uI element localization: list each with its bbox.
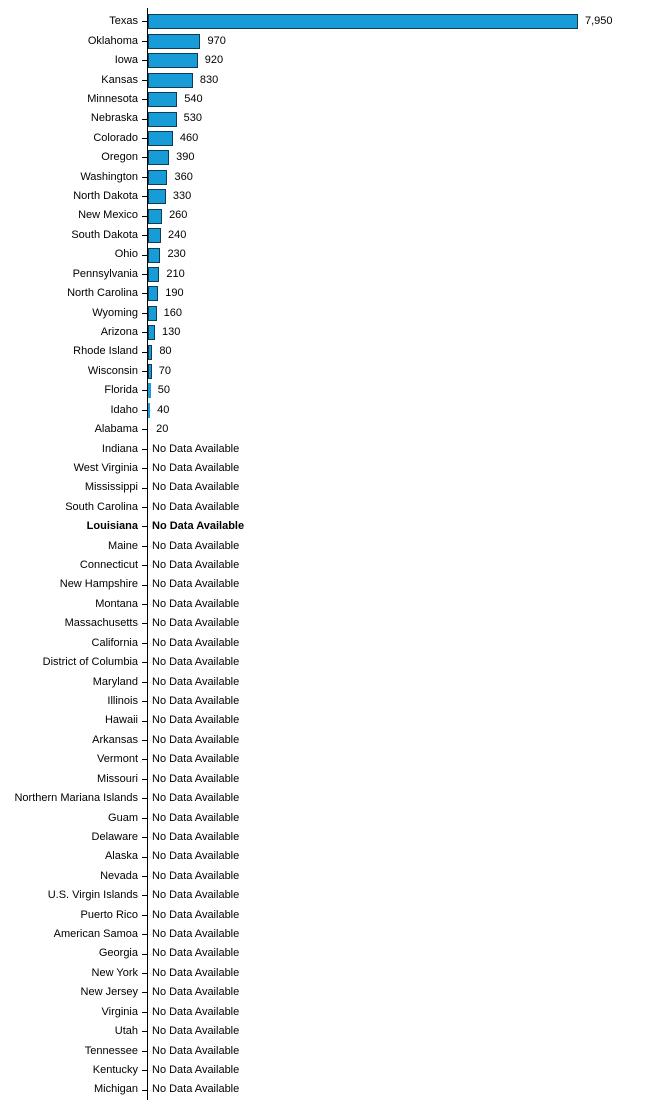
axis-tick — [142, 99, 147, 100]
value-label: 830 — [199, 73, 219, 86]
value-label: 210 — [166, 267, 185, 280]
category-label: Delaware — [91, 830, 138, 843]
category-label: South Carolina — [65, 500, 138, 513]
bar — [148, 209, 162, 224]
chart-row — [0, 109, 650, 128]
chart-row — [0, 187, 650, 206]
value-label: No Data Available — [152, 539, 240, 552]
category-label: Washington — [80, 170, 138, 183]
chart-row — [0, 342, 650, 361]
category-label: Kansas — [101, 73, 138, 86]
category-label: North Carolina — [67, 287, 138, 300]
axis-tick — [142, 449, 147, 450]
axis-tick — [142, 798, 147, 799]
value-label: No Data Available — [152, 559, 240, 572]
value-label: No Data Available — [152, 928, 240, 941]
category-label: Connecticut — [79, 559, 138, 572]
category-label: California — [91, 636, 138, 649]
axis-tick — [142, 80, 147, 81]
chart-row — [0, 653, 650, 672]
axis-tick — [142, 1012, 147, 1013]
axis-tick — [142, 371, 147, 372]
axis-tick — [142, 740, 147, 741]
value-label: No Data Available — [152, 1025, 240, 1038]
chart-row — [0, 90, 650, 109]
value-label: 970 — [207, 34, 226, 47]
chart-row — [0, 944, 650, 963]
chart-row — [0, 265, 650, 284]
category-label: Wyoming — [92, 306, 138, 319]
category-label: New Jersey — [80, 986, 138, 999]
value-label: No Data Available — [152, 675, 240, 688]
axis-tick — [142, 60, 147, 61]
axis-tick — [142, 255, 147, 256]
value-label: 130 — [162, 326, 181, 338]
bar — [148, 325, 155, 340]
value-label: 230 — [167, 248, 186, 261]
axis-tick — [142, 332, 147, 333]
axis-tick — [142, 837, 147, 838]
bar — [148, 131, 173, 146]
axis-tick — [142, 954, 147, 955]
chart-row — [0, 362, 650, 381]
value-label: 70 — [158, 364, 172, 377]
chart-row — [0, 323, 650, 342]
bar — [148, 170, 167, 185]
category-label: Montana — [95, 597, 138, 610]
axis-tick — [142, 157, 147, 158]
category-label: Alabama — [94, 423, 138, 436]
category-label: Georgia — [98, 947, 138, 960]
category-label: New Mexico — [78, 209, 138, 222]
chart-row — [0, 12, 650, 31]
category-label: Wisconsin — [87, 364, 138, 377]
category-label: West Virginia — [73, 461, 138, 474]
chart-row — [0, 983, 650, 1002]
chart-row — [0, 1080, 650, 1099]
axis-tick — [142, 274, 147, 275]
axis-tick — [142, 352, 147, 353]
chart-row — [0, 556, 650, 575]
value-label: No Data Available — [152, 461, 240, 474]
value-label: No Data Available — [152, 500, 240, 513]
value-label: No Data Available — [152, 617, 240, 630]
bar — [148, 150, 169, 165]
chart-row — [0, 828, 650, 847]
chart-row — [0, 440, 650, 459]
value-label: 160 — [163, 306, 182, 319]
chart-row — [0, 634, 650, 653]
chart-row — [0, 401, 650, 420]
axis-tick — [142, 857, 147, 858]
axis-tick — [142, 21, 147, 22]
category-label: Tennessee — [84, 1044, 138, 1057]
value-label: No Data Available — [152, 636, 240, 649]
category-label: Illinois — [107, 694, 138, 707]
category-label: Colorado — [93, 131, 138, 144]
axis-tick — [142, 565, 147, 566]
axis-tick — [142, 526, 147, 527]
bar — [148, 92, 177, 107]
category-label: Guam — [108, 811, 138, 824]
value-label: No Data Available — [152, 714, 240, 727]
value-label: 20 — [156, 423, 169, 436]
chart-row — [0, 595, 650, 614]
category-label: Pennsylvania — [72, 267, 138, 280]
axis-tick — [142, 1090, 147, 1091]
category-label: Texas — [109, 15, 138, 28]
category-label: Vermont — [97, 753, 138, 766]
value-label: 530 — [183, 112, 203, 125]
value-label: No Data Available — [152, 889, 240, 902]
bar — [148, 189, 166, 204]
value-label: No Data Available — [152, 966, 240, 979]
chart-row — [0, 711, 650, 730]
chart-row — [0, 1003, 650, 1022]
bar — [148, 34, 200, 49]
chart-row — [0, 906, 650, 925]
category-label: South Dakota — [71, 228, 138, 241]
chart-row — [0, 770, 650, 789]
value-label: No Data Available — [152, 772, 240, 785]
axis-tick — [142, 507, 147, 508]
chart-row — [0, 226, 650, 245]
chart-row — [0, 731, 650, 750]
category-label: Northern Mariana Islands — [14, 792, 138, 805]
value-label: No Data Available — [152, 811, 240, 824]
chart-row — [0, 420, 650, 439]
value-label: 7,950 — [585, 15, 613, 28]
value-label: No Data Available — [152, 481, 240, 494]
category-label: Oklahoma — [87, 34, 138, 47]
category-label: Iowa — [114, 54, 138, 67]
axis-tick — [142, 623, 147, 624]
chart-row — [0, 1022, 650, 1041]
value-label: No Data Available — [152, 1005, 240, 1018]
value-label: No Data Available — [152, 520, 245, 533]
value-label: No Data Available — [152, 694, 240, 707]
bar — [148, 364, 152, 379]
axis-tick — [142, 235, 147, 236]
axis-tick — [142, 915, 147, 916]
chart-row — [0, 809, 650, 828]
axis-tick — [142, 216, 147, 217]
axis-tick — [142, 973, 147, 974]
axis-tick — [142, 759, 147, 760]
chart-row — [0, 32, 650, 51]
value-label: No Data Available — [152, 1083, 240, 1096]
chart-row — [0, 789, 650, 808]
value-label: No Data Available — [152, 753, 240, 766]
category-label: Kentucky — [92, 1063, 138, 1076]
axis-tick — [142, 41, 147, 42]
chart-row — [0, 964, 650, 983]
value-label: No Data Available — [152, 947, 240, 960]
bar — [148, 73, 193, 88]
category-label: Ohio — [114, 248, 138, 261]
bar — [148, 383, 151, 398]
axis-tick — [142, 876, 147, 877]
bar — [148, 248, 160, 263]
axis-tick — [142, 119, 147, 120]
bar — [148, 306, 157, 321]
category-label: Oregon — [101, 151, 138, 164]
axis-tick — [142, 779, 147, 780]
axis-tick — [142, 721, 147, 722]
value-label: No Data Available — [152, 908, 240, 921]
axis-tick — [142, 410, 147, 411]
category-label: American Samoa — [53, 928, 138, 941]
bar — [148, 53, 198, 68]
axis-tick — [142, 818, 147, 819]
category-label: Puerto Rico — [80, 908, 138, 921]
chart-row — [0, 750, 650, 769]
category-label: District of Columbia — [42, 656, 138, 669]
category-label: New Hampshire — [59, 578, 138, 591]
value-label: No Data Available — [152, 869, 240, 882]
chart-row — [0, 867, 650, 886]
axis-tick — [142, 1031, 147, 1032]
category-label: Arkansas — [92, 733, 138, 746]
value-label: No Data Available — [152, 1063, 240, 1076]
category-label: Hawaii — [104, 714, 138, 727]
axis-tick — [142, 177, 147, 178]
chart-row — [0, 1061, 650, 1080]
axis-tick — [142, 429, 147, 430]
category-label: U.S. Virgin Islands — [47, 889, 138, 902]
value-label: 240 — [167, 228, 187, 241]
chart-row — [0, 575, 650, 594]
chart-row — [0, 673, 650, 692]
chart-row — [0, 886, 650, 905]
value-label: 360 — [174, 170, 193, 183]
category-label: Virginia — [101, 1005, 138, 1018]
axis-tick — [142, 934, 147, 935]
value-label: 390 — [176, 151, 195, 164]
bar — [148, 112, 177, 127]
axis-tick — [142, 546, 147, 547]
value-label: 260 — [169, 209, 188, 222]
axis-tick — [142, 1051, 147, 1052]
value-label: No Data Available — [152, 850, 240, 863]
axis-tick — [142, 585, 147, 586]
axis-tick — [142, 895, 147, 896]
value-label: 80 — [159, 345, 172, 358]
chart-row — [0, 537, 650, 556]
chart-row — [0, 71, 650, 90]
value-label: No Data Available — [152, 578, 240, 591]
chart-row — [0, 1042, 650, 1061]
bar — [148, 267, 159, 282]
value-label: No Data Available — [152, 733, 240, 746]
category-label: North Dakota — [73, 190, 138, 203]
axis-tick — [142, 643, 147, 644]
axis-tick — [142, 682, 147, 683]
axis-tick — [142, 138, 147, 139]
category-label: Nebraska — [90, 112, 138, 125]
chart-row — [0, 517, 650, 536]
chart-row — [0, 51, 650, 70]
category-label: Arizona — [100, 326, 138, 338]
axis-tick — [142, 992, 147, 993]
category-label: Nevada — [100, 869, 138, 882]
chart-row — [0, 925, 650, 944]
category-label: Massachusetts — [64, 617, 138, 630]
axis-tick — [142, 293, 147, 294]
axis-tick — [142, 701, 147, 702]
chart-row — [0, 206, 650, 225]
axis-tick — [142, 468, 147, 469]
value-label: 190 — [165, 287, 184, 300]
value-label: 540 — [184, 92, 203, 105]
value-label: No Data Available — [152, 792, 240, 805]
category-label: Maryland — [92, 675, 138, 688]
value-label: 50 — [157, 384, 170, 397]
axis-tick — [142, 196, 147, 197]
chart-row — [0, 284, 650, 303]
category-label: Florida — [104, 384, 138, 397]
category-label: Louisiana — [86, 520, 138, 533]
chart-row — [0, 847, 650, 866]
chart-row — [0, 692, 650, 711]
chart-row — [0, 381, 650, 400]
axis-tick — [142, 1070, 147, 1071]
value-label: No Data Available — [152, 442, 240, 455]
value-label: 920 — [204, 54, 224, 67]
axis-tick — [142, 313, 147, 314]
chart-row — [0, 478, 650, 497]
axis-tick — [142, 390, 147, 391]
axis-tick — [142, 488, 147, 489]
value-label: No Data Available — [152, 656, 240, 669]
value-label: 460 — [179, 131, 199, 144]
axis-tick — [142, 604, 147, 605]
chart-row — [0, 129, 650, 148]
axis-tick — [142, 662, 147, 663]
category-label: Michigan — [93, 1083, 138, 1096]
category-label: Alaska — [104, 850, 138, 863]
chart-row — [0, 148, 650, 167]
category-label: Minnesota — [87, 92, 138, 105]
category-label: New York — [91, 966, 138, 979]
bar — [148, 286, 158, 301]
value-label: No Data Available — [152, 986, 240, 999]
category-label: Maine — [108, 539, 138, 552]
chart-row — [0, 614, 650, 633]
bar — [148, 403, 150, 418]
bar — [148, 228, 161, 243]
chart-row — [0, 168, 650, 187]
category-label: Idaho — [110, 403, 138, 416]
value-label: No Data Available — [152, 830, 240, 843]
category-label: Missouri — [97, 772, 138, 785]
category-label: Rhode Island — [73, 345, 138, 358]
chart-row — [0, 498, 650, 517]
chart-row — [0, 459, 650, 478]
chart-row — [0, 304, 650, 323]
value-label: 40 — [157, 403, 170, 416]
category-label: Indiana — [101, 442, 138, 455]
value-label: 330 — [172, 190, 192, 203]
category-label: Utah — [114, 1025, 138, 1038]
chart-row — [0, 245, 650, 264]
bar — [148, 345, 152, 360]
value-label: No Data Available — [152, 597, 240, 610]
bar — [148, 14, 578, 29]
value-label: No Data Available — [152, 1044, 240, 1057]
category-label: Mississippi — [84, 481, 138, 494]
